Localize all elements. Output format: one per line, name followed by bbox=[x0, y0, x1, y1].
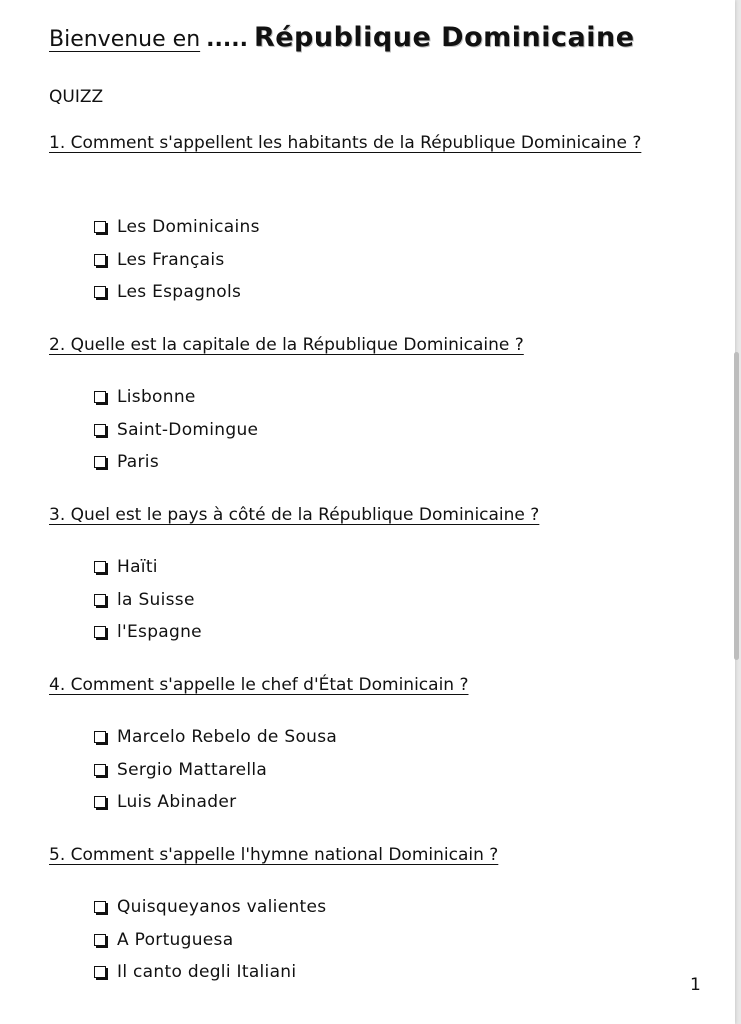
option-label: Les Dominicains bbox=[117, 217, 260, 238]
checkbox-icon[interactable] bbox=[94, 731, 106, 743]
option-label: Marcelo Rebelo de Sousa bbox=[117, 727, 338, 748]
option-item[interactable] bbox=[92, 276, 260, 309]
option-label: Saint-Domingue bbox=[117, 419, 259, 440]
option-item[interactable] bbox=[92, 551, 202, 584]
option-label: Paris bbox=[117, 452, 159, 473]
option-label: Lisbonne bbox=[117, 387, 196, 408]
option-item[interactable] bbox=[92, 786, 337, 819]
question-text: 4. Comment s'appelle le chef d'État Dominicain ? bbox=[49, 675, 469, 695]
checkbox-icon[interactable] bbox=[94, 254, 106, 266]
checkbox-icon[interactable] bbox=[94, 456, 106, 468]
option-label: Les Espagnols bbox=[117, 282, 242, 303]
checkbox-icon[interactable] bbox=[94, 934, 106, 946]
page-title bbox=[49, 22, 635, 53]
option-item[interactable] bbox=[92, 244, 260, 277]
option-label: Quisqueyanos valientes bbox=[117, 897, 327, 918]
options-list-5 bbox=[92, 891, 326, 989]
option-label: A Portuguesa bbox=[117, 929, 234, 950]
option-item[interactable] bbox=[92, 956, 326, 989]
question-text: 3. Quel est le pays à côté de la République Dominicaine ? bbox=[49, 505, 540, 525]
option-item[interactable] bbox=[92, 414, 258, 447]
vertical-scrollbar[interactable] bbox=[734, 352, 739, 660]
checkbox-icon[interactable] bbox=[94, 796, 106, 808]
options-list-3 bbox=[92, 551, 202, 649]
title-dots: ..... bbox=[206, 27, 248, 52]
options-list-1 bbox=[92, 211, 260, 309]
option-label: la Suisse bbox=[117, 589, 195, 610]
checkbox-icon[interactable] bbox=[94, 966, 106, 978]
checkbox-icon[interactable] bbox=[94, 424, 106, 436]
question-4 bbox=[49, 671, 711, 699]
option-label: Sergio Mattarella bbox=[117, 759, 268, 780]
option-item[interactable] bbox=[92, 754, 337, 787]
checkbox-icon[interactable] bbox=[94, 594, 106, 606]
page-number: 1 bbox=[690, 975, 701, 995]
question-5 bbox=[49, 841, 711, 869]
option-label: Luis Abinader bbox=[117, 792, 237, 813]
question-text: 1. Comment s'appellent les habitants de la République Dominicaine ? bbox=[49, 133, 642, 153]
title-intro: Bienvenue en bbox=[49, 27, 201, 52]
option-item[interactable] bbox=[92, 721, 337, 754]
question-3 bbox=[49, 501, 711, 529]
option-item[interactable] bbox=[92, 924, 326, 957]
option-item[interactable] bbox=[92, 584, 202, 617]
question-2 bbox=[49, 331, 711, 359]
option-item[interactable] bbox=[92, 891, 326, 924]
options-list-4 bbox=[92, 721, 337, 819]
checkbox-icon[interactable] bbox=[94, 764, 106, 776]
checkbox-icon[interactable] bbox=[94, 901, 106, 913]
checkbox-icon[interactable] bbox=[94, 391, 106, 403]
option-label: Les Français bbox=[117, 249, 225, 270]
option-label: l'Espagne bbox=[117, 622, 202, 643]
question-text: 2. Quelle est la capitale de la République Dominicaine ? bbox=[49, 335, 524, 355]
option-label: Il canto degli Italiani bbox=[117, 962, 297, 983]
title-country: République Dominicaine bbox=[253, 22, 635, 53]
checkbox-icon[interactable] bbox=[94, 286, 106, 298]
option-item[interactable] bbox=[92, 211, 260, 244]
options-list-2 bbox=[92, 381, 258, 479]
option-item[interactable] bbox=[92, 616, 202, 649]
option-item[interactable] bbox=[92, 381, 258, 414]
checkbox-icon[interactable] bbox=[94, 221, 106, 233]
quiz-label: QUIZZ bbox=[49, 87, 104, 107]
option-label: Haïti bbox=[117, 557, 158, 578]
option-item[interactable] bbox=[92, 446, 258, 479]
checkbox-icon[interactable] bbox=[94, 626, 106, 638]
question-1 bbox=[49, 129, 711, 157]
checkbox-icon[interactable] bbox=[94, 561, 106, 573]
question-text: 5. Comment s'appelle l'hymne national Dominicain ? bbox=[49, 845, 499, 865]
